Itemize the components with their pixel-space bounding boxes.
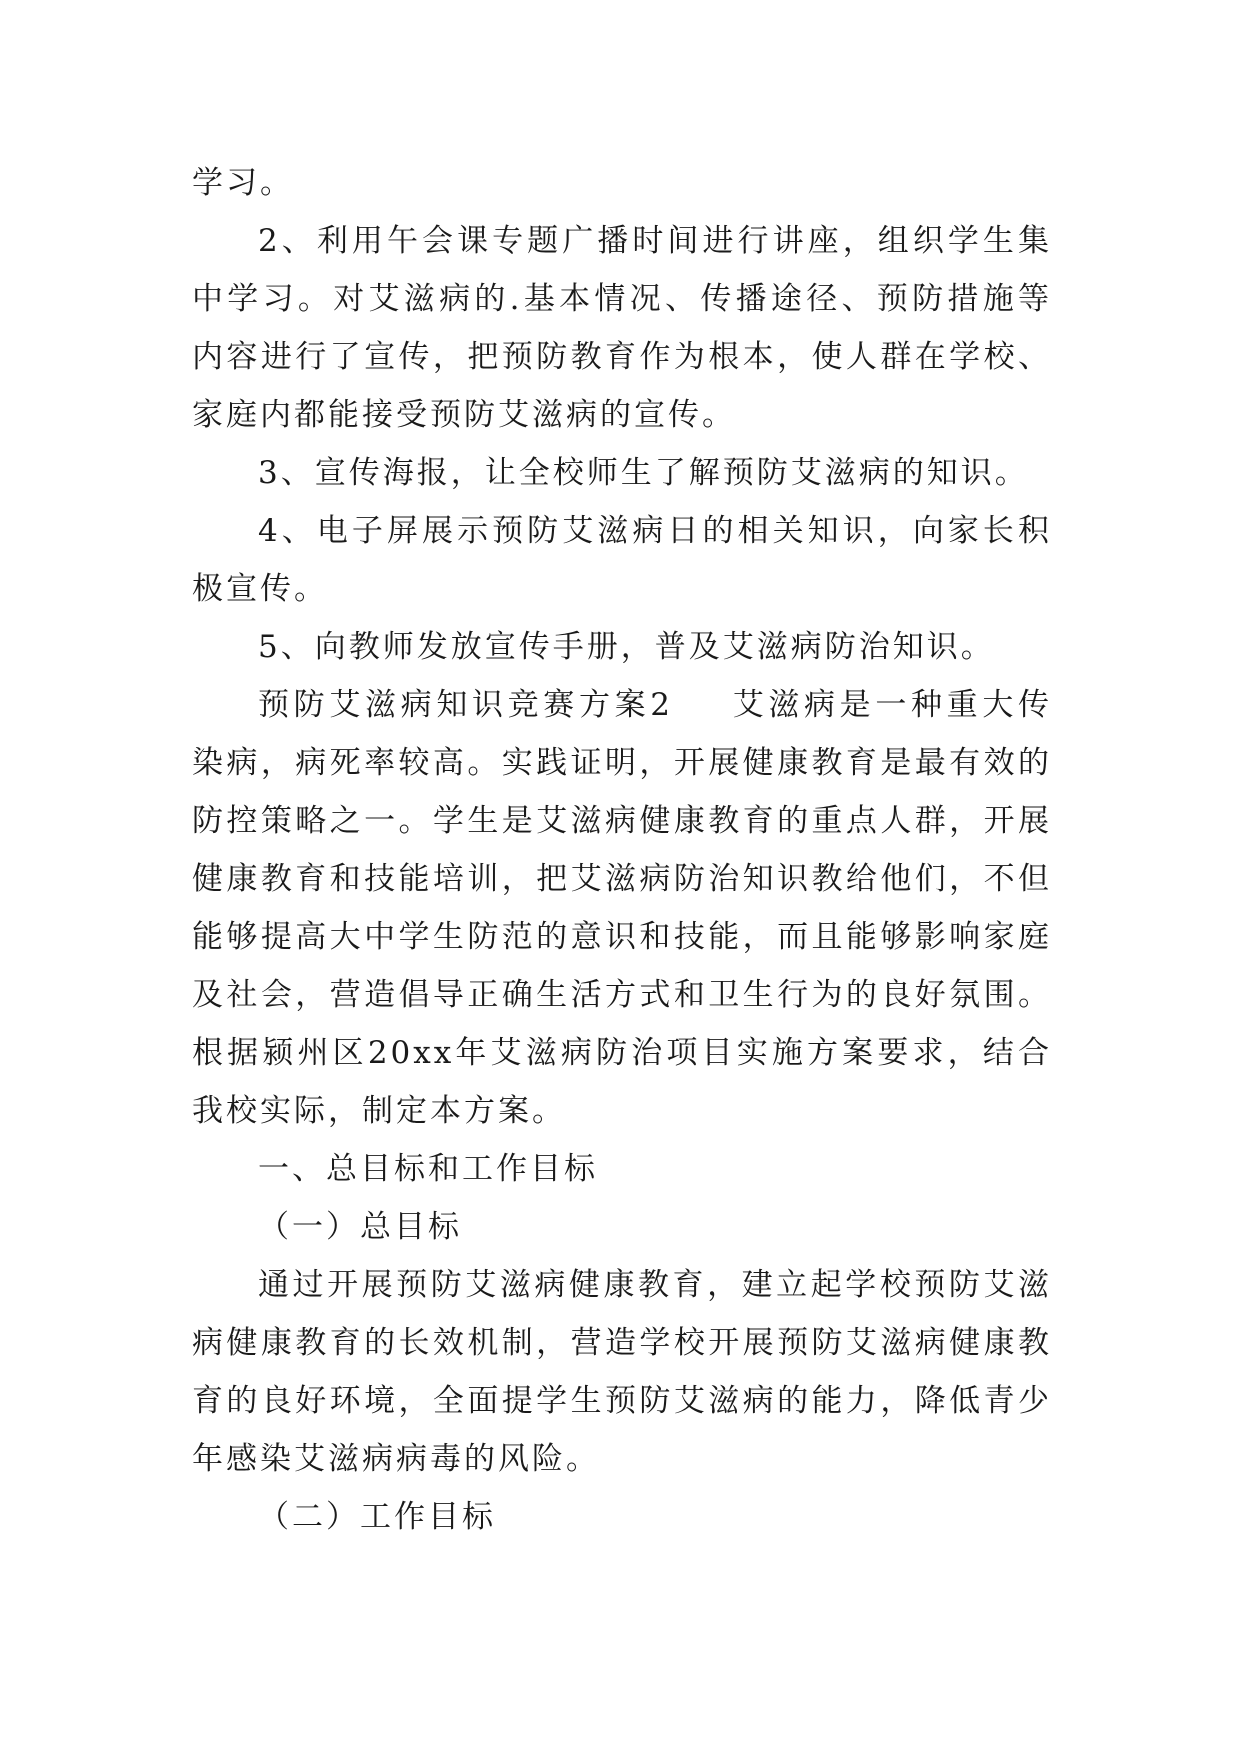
paragraph-overall-goal: 通过开展预防艾滋病健康教育，建立起学校预防艾滋病健康教育的长效机制，营造学校开展预防艾滋病健康教育的良好环境，全面提学生预防艾滋病的能力，降低青少年感染艾滋病病毒的风险。 xyxy=(192,1267,1052,1477)
subsection-heading-1: （一）总目标 xyxy=(258,1209,462,1245)
paragraph-continuation: 学习。 xyxy=(192,165,294,201)
section-heading-1: 一、总目标和工作目标 xyxy=(258,1151,598,1187)
paragraph-item-4: 4、电子屏展示预防艾滋病日的相关知识，向家长积极宣传。 xyxy=(192,513,1052,607)
paragraph-item-5: 5、向教师发放宣传手册，普及艾滋病防治知识。 xyxy=(258,629,995,665)
paragraph-item-2: 2、利用午会课专题广播时间进行讲座，组织学生集中学习。对艾滋病的.基本情况、传播途径、预防措施等内容进行了宣传，把预防教育作为根本，使人群在学校、家庭内都能接受预防艾滋病的宣传。 xyxy=(192,223,1052,433)
plan-heading: 预防艾滋病知识竞赛方案2 xyxy=(258,687,674,723)
document-body xyxy=(192,154,1052,1546)
plan-intro-text: 艾滋病是一种重大传染病，病死率较高。实践证明，开展健康教育是最有效的防控策略之一。学生是艾滋病健康教育的重点人群，开展健康教育和技能培训，把艾滋病防治知识教给他们，不但能够提高大中学生防范的意识和技能，而且能够影响家庭及社会，营造倡导正确生活方式和卫生行为的良好氛围。根据颍州区20xx年艾滋病防治项目实施方案要求，结合我校实际，制定本方案。 xyxy=(192,687,1052,1129)
paragraph-plan-intro xyxy=(192,676,1052,1140)
paragraph-item-3: 3、宣传海报，让全校师生了解预防艾滋病的知识。 xyxy=(258,455,1029,491)
subsection-heading-2: （二）工作目标 xyxy=(258,1499,496,1535)
